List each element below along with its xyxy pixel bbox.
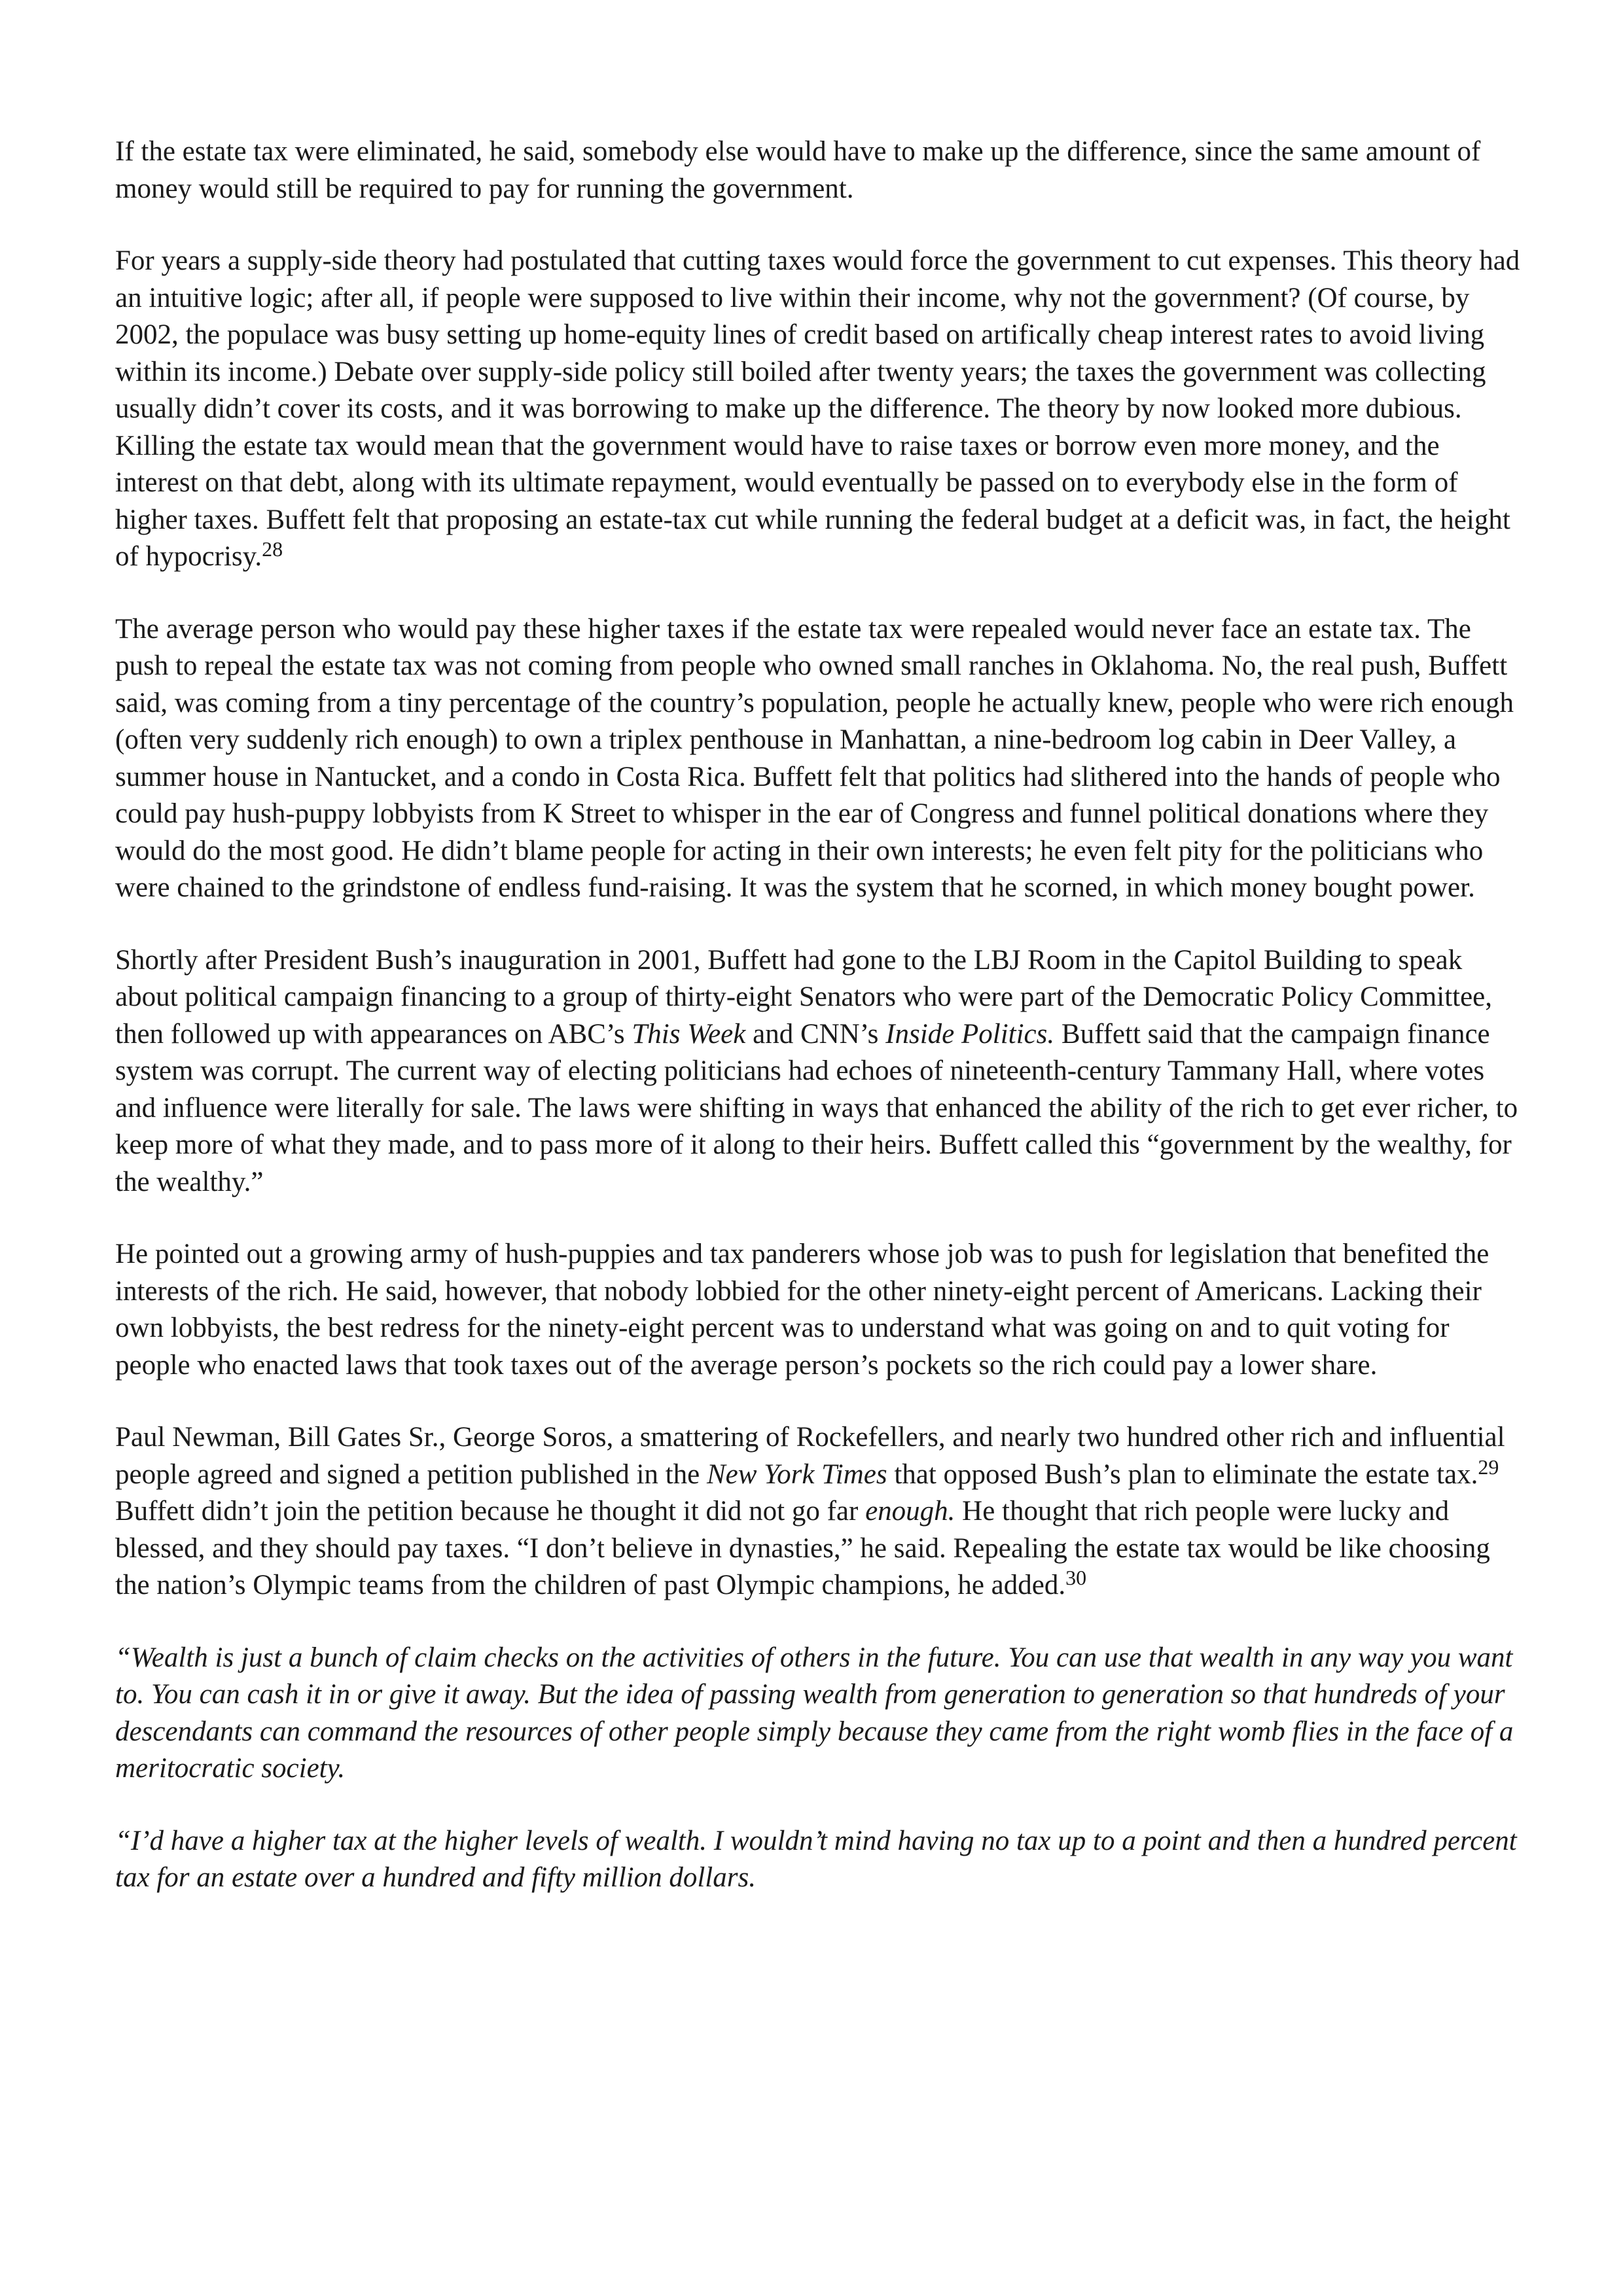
italic-text: Inside Politics. bbox=[885, 1018, 1055, 1050]
paragraph-text: He thought that rich people were lucky and blessed, and they should pay taxes. “I don’t believe in dynasties,” he said. Repealing the estate tax would be like choosing the nation’s Olympic teams from the children of past Olympic champions, he added. bbox=[115, 1496, 1490, 1600]
paragraph-text: He pointed out a growing army of hush-puppies and tax panderers whose job was to push for legislation that benefited the interests of the rich. He said, however, that nobody lobbied for the other ninety-eight percent of Americans. Lacking their own lobbyists, the best redress for the ninety-eight percent was to understand what was going on and to quit voting for people who enacted laws that took taxes out of the average person’s pockets so the rich could pay a lower share. bbox=[115, 1239, 1489, 1381]
body-paragraph bbox=[115, 942, 1529, 1201]
block-quote-paragraph bbox=[115, 1640, 1529, 1788]
paragraph-text: Paul Newman, Bill Gates Sr., George Soros, a smattering of Rockefellers, and nearly two hundred other rich and influential people agreed and signed a petition published in the bbox=[115, 1422, 1505, 1490]
italic-text: enough. bbox=[865, 1496, 955, 1527]
paragraph-text: “I’d have a higher tax at the higher levels of wealth. I wouldn’t mind having no tax up to a point and then a hundred percent tax for an estate over a hundred and fifty million dollars. bbox=[115, 1825, 1517, 1893]
footnote-reference: 28 bbox=[262, 537, 283, 561]
footnote-reference: 30 bbox=[1065, 1566, 1087, 1589]
paragraph-text: The average person who would pay these higher taxes if the estate tax were repealed would never face an estate tax. The push to repeal the estate tax was not coming from people who owned small ranches in Oklahoma. No, the real push, Buffett said, was coming from a tiny percentage of the country’s population, people he actually knew, people who were rich enough (often very suddenly rich enough) to own a triplex penthouse in Manhattan, a nine-bedroom log cabin in Deer Valley, a summer house in Nantucket, and a condo in Costa Rica. Buffett felt that politics had slithered into the hands of people who could pay hush-puppy lobbyists from K Street to whisper in the ear of Congress and funnel political donations where they would do the most good. He didn’t blame people for acting in their own interests; he even felt pity for the politicians who were chained to the grindstone of endless fund-raising. It was the system that he scorned, in which money bought power. bbox=[115, 613, 1514, 903]
paragraph-text: Shortly after President Bush’s inauguration in 2001, Buffett had gone to the LBJ Room in the Capitol Building to speak about political campaign financing to a group of thirty-eight Senators who were part of the Democratic Policy Committee, then followed up with appearances on ABC’s bbox=[115, 944, 1493, 1050]
body-paragraph bbox=[115, 1419, 1529, 1604]
paragraph-text: If the estate tax were eliminated, he said, somebody else would have to make up the difference, since the same amount of money would still be required to pay for running the government. bbox=[115, 136, 1481, 204]
paragraph-text: “Wealth is just a bunch of claim checks on the activities of others in the future. You can use that wealth in any way you want to. You can cash it in or give it away. But the idea of passing wealth from generation to generation so that hundreds of your descendants can command the resources of other people simply because they came from the right womb flies in the face of a meritocratic society. bbox=[115, 1642, 1514, 1784]
body-paragraph bbox=[115, 611, 1529, 907]
body-paragraph bbox=[115, 133, 1529, 207]
paragraph-text: Buffett didn’t join the petition because he thought it did not go far bbox=[115, 1496, 866, 1527]
italic-text: This Week bbox=[632, 1018, 746, 1050]
italic-text: New York Times bbox=[706, 1458, 887, 1490]
block-quote-paragraph bbox=[115, 1823, 1529, 1897]
footnote-reference: 29 bbox=[1478, 1455, 1499, 1479]
body-paragraph bbox=[115, 1236, 1529, 1384]
paragraph-text: For years a supply-side theory had postulated that cutting taxes would force the government to cut expenses. This theory had an intuitive logic; after all, if people were supposed to live within their income, why not the government? (Of course, by 2002, the populace was busy setting up home-equity lines of credit based on artifically cheap interest rates to avoid living within its income.) Debate over supply-side policy still boiled after twenty years; the taxes the government was collecting usually didn’t cover its costs, and it was borrowing to make up the difference. The theory by now looked more dubious. Killing the estate tax would mean that the government would have to raise taxes or borrow even more money, and the interest on that debt, along with its ultimate repayment, would eventually be passed on to everybody else in the form of higher taxes. Buffett felt that proposing an estate-tax cut while running the federal budget at a deficit was, in fact, the height of hypocrisy. bbox=[115, 245, 1520, 572]
paragraph-text: and CNN’s bbox=[745, 1018, 886, 1050]
paragraph-text: that opposed Bush’s plan to eliminate the estate tax. bbox=[887, 1458, 1478, 1490]
body-paragraph bbox=[115, 243, 1529, 576]
document-page bbox=[115, 133, 1529, 1932]
paragraph-text: Buffett said that the campaign finance system was corrupt. The current way of electing politicians had echoes of nineteenth-century Tammany Hall, where votes and influence were literally for sale. The laws were shifting in ways that enhanced the ability of the rich to get ever richer, to keep more of what they made, and to pass more of it along to their heirs. Buffett called this “government by the wealthy, for the wealthy.” bbox=[115, 1018, 1518, 1197]
